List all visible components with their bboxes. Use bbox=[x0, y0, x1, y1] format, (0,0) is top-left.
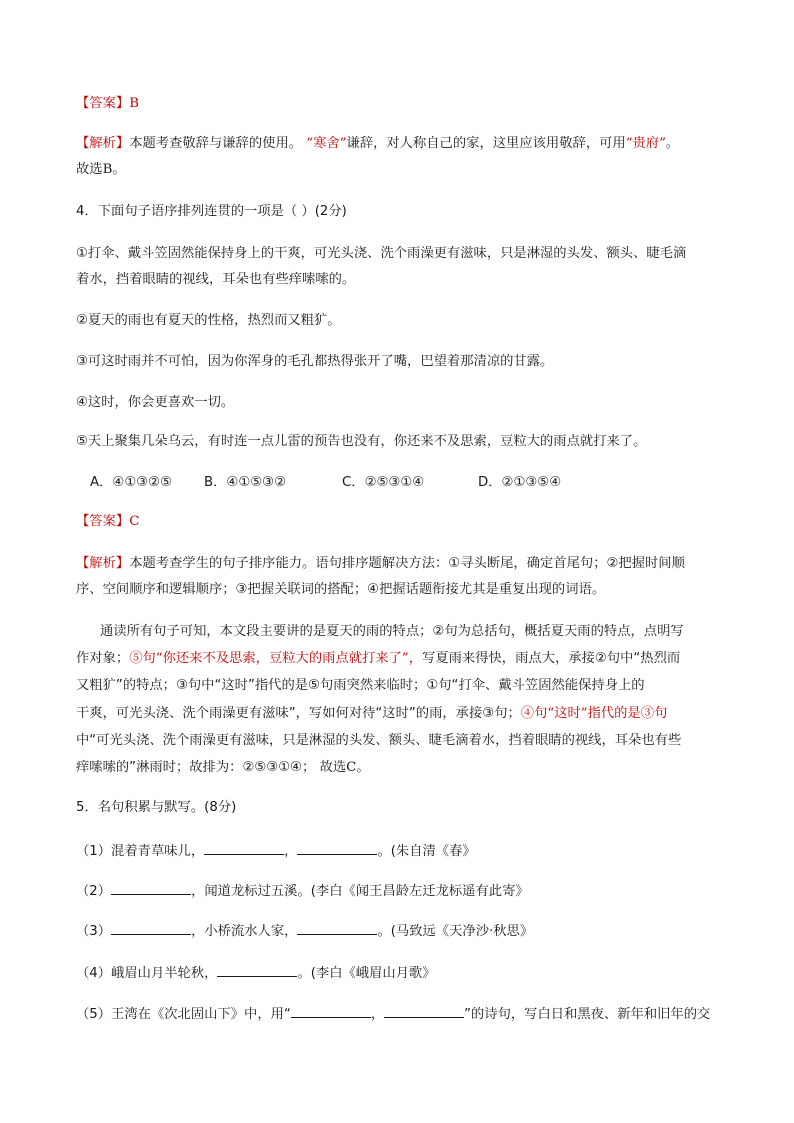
option-d: D．②①③⑤④ bbox=[478, 475, 562, 490]
analysis-tag: 【解析】 bbox=[76, 136, 130, 151]
analysis-text: 。 bbox=[665, 136, 680, 151]
question-stem: 5．名句积累与默写。(8分) bbox=[76, 800, 237, 815]
explanation-text: 写夏雨来得快，雨点大，承接②句中“热烈而 bbox=[422, 651, 681, 666]
q4-explanation-line-2 bbox=[76, 649, 680, 669]
q4-explanation-line-1 bbox=[100, 622, 684, 642]
item-text: （5）王湾在《次北固山下》中，用“ bbox=[76, 1007, 291, 1022]
analysis-text: 谦辞，对人称自己的家，这里应该用敬辞，可用 bbox=[346, 136, 626, 151]
item-text: 。(马致远《天净沙·秋思》 bbox=[377, 924, 534, 939]
answer-letter: B bbox=[102, 162, 113, 177]
item-text: （2） bbox=[76, 884, 112, 899]
answer-blank[interactable] bbox=[384, 1003, 464, 1018]
answer-blank[interactable] bbox=[291, 1003, 371, 1018]
q5-stem bbox=[76, 798, 236, 818]
explanation-text: 通读所有句子可知，本文段主要讲的是夏天的雨的特点；②句为总括句，概括夏天雨的特点，点明写 bbox=[100, 624, 684, 639]
sentence-text: ①打伞、戴斗笠固然能保持身上的干爽，可光头浇、洗个雨澡更有滋味，只是淋湿的头发、额头、睫毛滴 bbox=[76, 246, 687, 261]
option-c: C．②⑤③①④ bbox=[342, 475, 425, 490]
analysis-tag: 【解析】 bbox=[76, 556, 130, 571]
explanation-text: 。 bbox=[356, 760, 370, 775]
sentence-text: ②夏天的雨也有夏天的性格，热烈而又粗犷。 bbox=[76, 313, 341, 328]
sentence-text: 着水，挡着眼睛的视线，耳朵也有些痒嗦嗦的。 bbox=[76, 272, 356, 287]
q4-explanation-line-5 bbox=[76, 731, 681, 751]
q3-analysis-line-1 bbox=[76, 134, 679, 154]
highlight-text: ⑤句“你还来不及思索，豆粒大的雨点就打来了”， bbox=[129, 651, 423, 666]
item-text: ， bbox=[284, 844, 298, 859]
q5-item-5 bbox=[76, 1003, 710, 1025]
item-text: ，闻道龙标过五溪。(李白《闻王昌龄左迁龙标遥有此寄》 bbox=[191, 884, 529, 899]
q5-item-1 bbox=[76, 840, 476, 862]
q4-sentence-4 bbox=[76, 393, 234, 413]
item-text: 。(朱自清《春》 bbox=[377, 844, 476, 859]
q4-options bbox=[90, 473, 561, 493]
sentence-text: ③可这时雨并不可怕，因为你浑身的毛孔都热得张开了嘴，巴望着那清凉的甘露。 bbox=[76, 354, 554, 369]
q4-analysis-line-2 bbox=[76, 580, 605, 600]
q4-stem bbox=[76, 202, 347, 222]
q3-analysis-line-2 bbox=[76, 160, 126, 180]
answer-value: B bbox=[129, 96, 139, 111]
option-a: A．④①③②⑤ bbox=[90, 475, 172, 490]
analysis-text: 本题考查学生的句子排序能力。语句排序题解决方法：①寻头断尾，确定首尾句；②把握时间顺 bbox=[129, 556, 685, 571]
analysis-text: 本题考查敬辞与谦辞的使用。 bbox=[129, 136, 303, 151]
q4-explanation-line-3 bbox=[76, 676, 645, 696]
explanation-text: 作对象； bbox=[76, 651, 130, 666]
answer-blank[interactable] bbox=[217, 962, 297, 977]
answer-blank[interactable] bbox=[111, 920, 191, 935]
explanation-text: 痒嗦嗦的”淋雨时；故排为：②⑤③①④； 故选 bbox=[76, 760, 347, 775]
q4-sentence-2 bbox=[76, 311, 341, 331]
item-text: （3） bbox=[76, 924, 112, 939]
answer-tag: 【答案】 bbox=[76, 514, 130, 529]
analysis-text: 。 bbox=[112, 162, 126, 177]
sentence-text: ④这时，你会更喜欢一切。 bbox=[76, 395, 235, 410]
item-text: ，小桥流水人家， bbox=[191, 924, 298, 939]
explanation-text: 干爽，可光头浇、洗个雨澡更有滋味”，写如何对待“这时”的雨，承接③句； bbox=[76, 706, 521, 721]
q4-explanation-line-6 bbox=[76, 758, 370, 778]
q4-sentence-1-line-2 bbox=[76, 270, 355, 290]
q5-item-3 bbox=[76, 920, 533, 942]
q4-answer-line bbox=[76, 512, 139, 532]
option-b: B．④①⑤③② bbox=[204, 475, 287, 490]
item-text: ”的诗句，写白日和黑夜、新年和旧年的交 bbox=[464, 1007, 711, 1022]
analysis-text: 序、空间顺序和逻辑顺序；③把握关联词的搭配；④把握话题衔接尤其是重复出现的词语。 bbox=[76, 582, 606, 597]
highlight-term: “寒舍” bbox=[306, 136, 347, 151]
item-text: ， bbox=[370, 1007, 385, 1022]
q4-sentence-3 bbox=[76, 352, 553, 372]
sentence-text: ⑤天上聚集几朵乌云，有时连一点儿雷的预告也没有，你还来不及思索，豆粒大的雨点就打来了。 bbox=[76, 434, 647, 449]
q4-analysis-line-1 bbox=[76, 554, 685, 574]
answer-tag: 【答案】 bbox=[76, 96, 130, 111]
explanation-text: 又粗犷”的特点；③句中“这时”指代的是⑤句雨突然来临时；①句“打伞、戴斗笠固然能保持身上的 bbox=[76, 678, 645, 693]
answer-blank[interactable] bbox=[297, 840, 377, 855]
answer-blank[interactable] bbox=[111, 880, 191, 895]
item-text: （4）峨眉山月半轮秋， bbox=[76, 966, 218, 981]
explanation-text: 中“可光头浇、洗个雨澡更有滋味，只是淋湿的头发、额头、睫毛滴着水，挡着眼睛的视线，耳朵也有些 bbox=[76, 733, 682, 748]
answer-value: C bbox=[129, 514, 140, 529]
item-text: （1）混着青草味儿， bbox=[76, 844, 205, 859]
answer-blank[interactable] bbox=[297, 920, 377, 935]
q4-explanation-line-4 bbox=[76, 704, 667, 724]
answer-blank[interactable] bbox=[204, 840, 284, 855]
item-text: 。(李白《峨眉山月歌》 bbox=[297, 966, 436, 981]
analysis-text: 故选 bbox=[76, 162, 103, 177]
q4-sentence-5 bbox=[76, 432, 646, 452]
q5-item-2 bbox=[76, 880, 529, 902]
q5-item-4 bbox=[76, 962, 436, 984]
highlight-term: “贵府” bbox=[625, 136, 666, 151]
answer-letter: C bbox=[346, 760, 357, 775]
q3-answer-line bbox=[76, 94, 139, 114]
highlight-text: ④句“这时”指代的是③句 bbox=[520, 706, 668, 721]
q4-sentence-1-line-1 bbox=[76, 244, 686, 264]
question-stem: 4．下面句子语序排列连贯的一项是（ ）(2分) bbox=[76, 204, 347, 219]
